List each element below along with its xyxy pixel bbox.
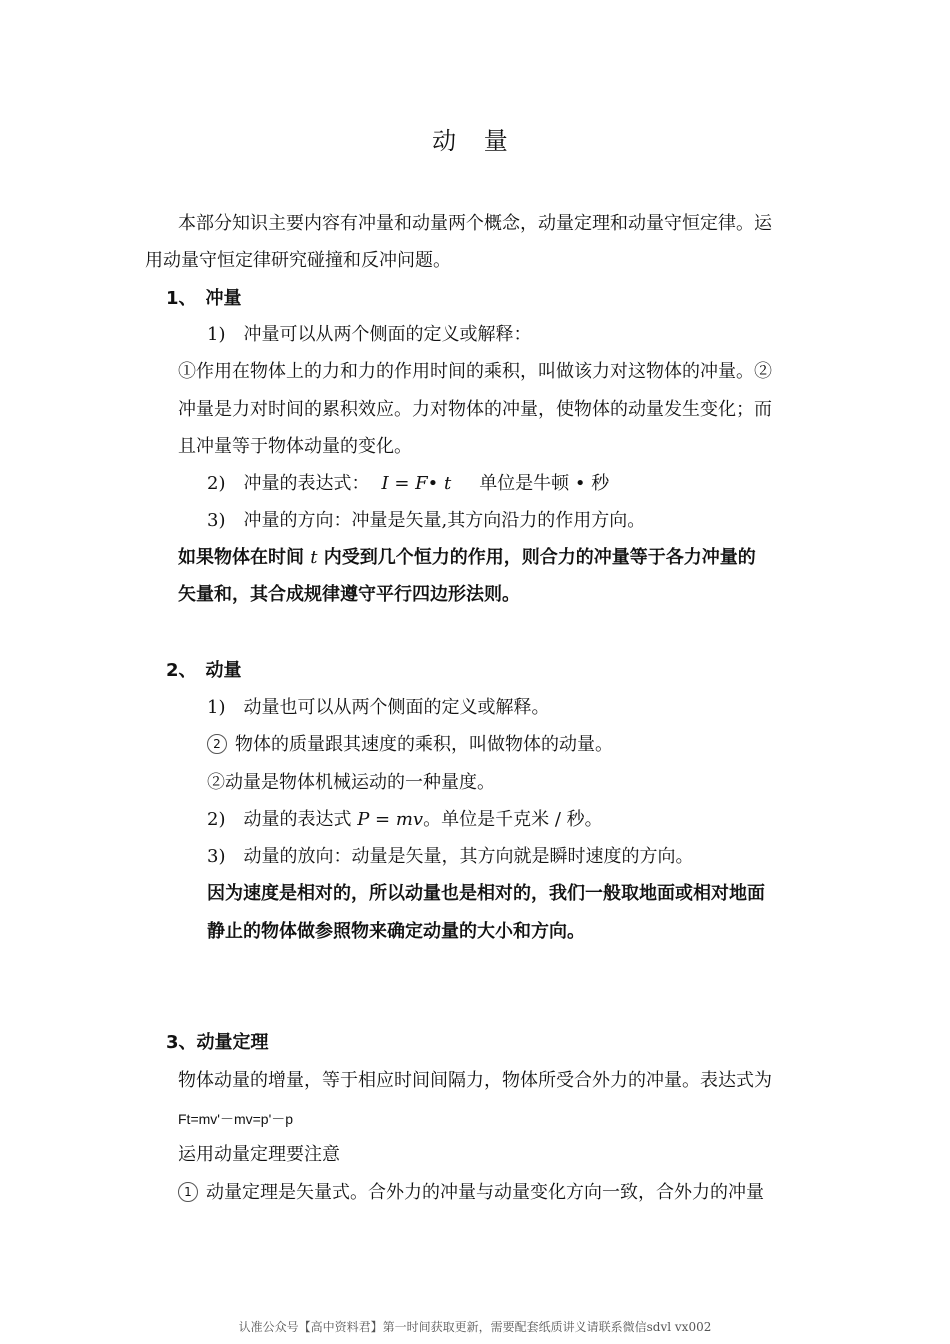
momentum-unit: 。单位是千克米 / 秒。 xyxy=(423,809,603,830)
impulse-formula: I = F• t xyxy=(381,473,452,494)
section2-bold-line2: 静止的物体做参照物来确定动量的大小和方向。 xyxy=(207,921,585,942)
section1-item2 xyxy=(207,471,609,497)
section1-item1: 1) 冲量可以从两个侧面的定义或解释： xyxy=(207,324,532,345)
section3-heading: 3、动量定理 xyxy=(166,1032,269,1053)
section2-item2-label: 2) 动量的表达式 xyxy=(207,809,352,830)
section1-item3: 3) 冲量的方向：冲量是矢量,其方向沿力的作用方向。 xyxy=(207,510,646,531)
section1-para-line3: 且冲量等于物体动量的变化。 xyxy=(178,436,412,457)
page-title: 动 量 xyxy=(432,127,518,155)
section3-formula: Ft=mv'－mv=p'－p xyxy=(178,1111,294,1127)
section1-heading: 1、 冲量 xyxy=(166,288,242,309)
section2-item3: 3) 动量的放向：动量是矢量，其方向就是瞬时速度的方向。 xyxy=(207,846,694,867)
section1-para-line2: 冲量是力对时间的累积效应。力对物体的冲量，使物体的动量发生变化；而 xyxy=(178,399,772,420)
section1-bold-line1-a: 如果物体在时间 xyxy=(178,547,304,568)
intro-line-2: 用动量守恒定律研究碰撞和反冲问题。 xyxy=(145,250,451,271)
impulse-unit: 单位是牛顿 • 秒 xyxy=(479,473,610,494)
time-symbol: t xyxy=(310,547,318,568)
section1-para-line1: ①作用在物体上的力和力的作用时间的乘积，叫做该力对这物体的冲量。② xyxy=(178,361,772,382)
section1-bold-line2: 矢量和，其合成规律遵守平行四边形法则。 xyxy=(178,584,520,605)
section3-note-title: 运用动量定理要注意 xyxy=(178,1144,340,1165)
section2-sub1 xyxy=(207,732,613,758)
circled-number-2-icon: 2 xyxy=(207,734,227,754)
footer-note: 认准公众号【高中资料君】第一时间获取更新，需要配套纸质讲义请联系微信sdvl vx002 xyxy=(238,1320,712,1334)
section2-item1: 1) 动量也可以从两个侧面的定义或解释。 xyxy=(207,697,550,718)
section2-sub1-text: 物体的质量跟其速度的乘积，叫做物体的动量。 xyxy=(235,734,613,755)
section2-heading: 2、 动量 xyxy=(166,660,242,681)
section3-note1 xyxy=(178,1180,764,1206)
circled-number-1-icon: 1 xyxy=(178,1182,198,1202)
section2-item2 xyxy=(207,807,603,833)
section2-bold-line1: 因为速度是相对的，所以动量也是相对的，我们一般取地面或相对地面 xyxy=(207,883,765,904)
section1-bold-line1 xyxy=(178,545,756,571)
intro-line-1: 本部分知识主要内容有冲量和动量两个概念，动量定理和动量守恒定律。运 xyxy=(178,213,772,234)
section2-sub2: ②动量是物体机械运动的一种量度。 xyxy=(207,772,495,793)
section3-note1-text: 动量定理是矢量式。合外力的冲量与动量变化方向一致，合外力的冲量 xyxy=(206,1182,764,1203)
section3-line1: 物体动量的增量，等于相应时间间隔力，物体所受合外力的冲量。表达式为 xyxy=(178,1070,772,1091)
section1-bold-line1-b: 内受到几个恒力的作用，则合力的冲量等于各力冲量的 xyxy=(323,547,756,568)
section1-item2-label: 2) 冲量的表达式： xyxy=(207,473,370,494)
momentum-formula: P = mv xyxy=(357,809,424,830)
